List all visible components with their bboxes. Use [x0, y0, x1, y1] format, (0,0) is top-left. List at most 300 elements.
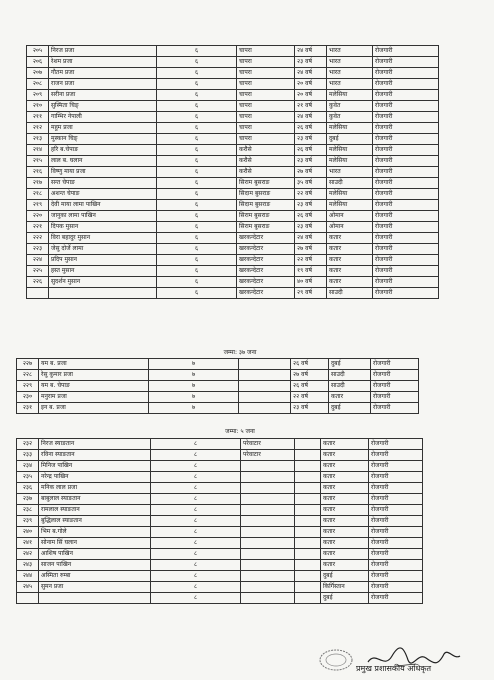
purpose-cell: रोजगारी [369, 527, 423, 538]
purpose-cell: रोजगारी [373, 211, 439, 222]
ward-cell: ६ [157, 178, 237, 189]
ward-cell: ८ [151, 505, 241, 516]
country-cell: कुवेत [327, 112, 373, 123]
country-cell: साउदी [327, 288, 373, 299]
name-cell: सन्त चेपाङ [49, 178, 157, 189]
place-cell: सिराम बुसराङ [237, 178, 295, 189]
country-cell: साउदी [329, 381, 371, 392]
country-cell: साउदी [329, 370, 371, 381]
serial-cell: २१० [27, 101, 49, 112]
serial-cell: २२५ [27, 266, 49, 277]
table-row [17, 571, 423, 582]
migration-table-ward-6 [26, 45, 439, 299]
country-cell: कुवेत [327, 101, 373, 112]
age-cell: २० वर्ष [295, 79, 327, 90]
purpose-cell: रोजगारी [373, 244, 439, 255]
ward-cell: ७ [149, 359, 239, 370]
place-cell [239, 381, 291, 392]
country-cell: कतार [327, 255, 373, 266]
age-cell [295, 516, 321, 527]
purpose-cell: रोजगारी [373, 156, 439, 167]
age-cell: २६ वर्ष [295, 211, 327, 222]
serial-cell [27, 288, 49, 299]
name-cell: अस्मिता रुम्बा [39, 571, 151, 582]
serial-cell: २२८ [17, 370, 39, 381]
country-cell: दुबई [329, 359, 371, 370]
ward-cell: ८ [151, 571, 241, 582]
name-cell: देवी माया लामा पाखिन [49, 200, 157, 211]
purpose-cell: रोजगारी [369, 472, 423, 483]
age-cell [295, 505, 321, 516]
serial-cell: २३२ [17, 439, 39, 450]
serial-cell: २२३ [27, 244, 49, 255]
ward-cell: ७ [149, 392, 239, 403]
table-row [17, 472, 423, 483]
place-cell: सिराम बुसराङ [237, 211, 295, 222]
purpose-cell: रोजगारी [369, 549, 423, 560]
subtotal-ward-6: जम्मा: ३७ जना [223, 349, 257, 356]
purpose-cell: रोजगारी [373, 46, 439, 57]
purpose-cell: रोजगारी [371, 392, 419, 403]
country-cell: दुबई [327, 134, 373, 145]
age-cell: १९ वर्ष [295, 266, 327, 277]
table-row [27, 167, 439, 178]
table-row [17, 516, 423, 527]
country-cell: कतार [321, 439, 369, 450]
age-cell: २२ वर्ष [291, 392, 329, 403]
purpose-cell: रोजगारी [369, 571, 423, 582]
office-stamp-icon [318, 648, 354, 672]
table-row [27, 277, 439, 288]
serial-cell: २१७ [27, 178, 49, 189]
country-cell: कतार [321, 516, 369, 527]
purpose-cell: रोजगारी [369, 494, 423, 505]
serial-cell: २३४ [17, 461, 39, 472]
table-row [27, 134, 439, 145]
name-cell: आशिष पाखिन [39, 549, 151, 560]
purpose-cell: रोजगारी [373, 101, 439, 112]
place-cell: सिदाम बुसराङ [237, 189, 295, 200]
purpose-cell: रोजगारी [369, 505, 423, 516]
signatory-designation: प्रमुख प्रशासकीय अधिकृत [356, 664, 432, 673]
country-cell: कतार [327, 277, 373, 288]
age-cell [295, 571, 321, 582]
name-cell: जेसु दोर्जे लामा [49, 244, 157, 255]
country-cell: कतार [327, 233, 373, 244]
name-cell: बुद्धिलाल स्याङतान [39, 516, 151, 527]
country-cell: किर्गिस्तान [321, 582, 369, 593]
place-cell [241, 593, 295, 604]
ward-cell: ६ [157, 167, 237, 178]
place-cell: चापरा [237, 79, 295, 90]
name-cell: अशन्त चेपाङ [49, 189, 157, 200]
age-cell: २३ वर्ष [295, 134, 327, 145]
table-row [27, 79, 439, 90]
purpose-cell: रोजगारी [373, 233, 439, 244]
purpose-cell: रोजगारी [373, 90, 439, 101]
table-row [27, 46, 439, 57]
serial-cell: २३६ [17, 483, 39, 494]
serial-cell: २३३ [17, 450, 39, 461]
purpose-cell: रोजगारी [373, 189, 439, 200]
ward-cell: ८ [151, 549, 241, 560]
name-cell: यम ब. प्रजा [39, 359, 149, 370]
place-cell [239, 403, 291, 414]
table-row [17, 450, 423, 461]
name-cell: सुमन प्रजा [39, 582, 151, 593]
name-cell: बाबुलाल स्याङतान [39, 494, 151, 505]
place-cell [241, 549, 295, 560]
serial-cell: २३१ [17, 403, 39, 414]
serial-cell: २२७ [17, 359, 39, 370]
purpose-cell: रोजगारी [373, 68, 439, 79]
name-cell [49, 288, 157, 299]
age-cell: २४ वर्ष [295, 112, 327, 123]
name-cell: रामलाल स्याङतान [39, 505, 151, 516]
serial-cell: २१३ [27, 134, 49, 145]
migration-table-ward-8 [16, 438, 423, 604]
serial-cell: २१४ [27, 145, 49, 156]
table-row [17, 538, 423, 549]
serial-cell: २१२ [27, 123, 49, 134]
country-cell: मलेसिया [327, 145, 373, 156]
serial-cell: २३० [17, 392, 39, 403]
place-cell [241, 505, 295, 516]
purpose-cell: रोजगारी [373, 288, 439, 299]
name-cell: विरा बहादुर मुसान [49, 233, 157, 244]
serial-cell: २०७ [27, 68, 49, 79]
serial-cell: २३५ [17, 472, 39, 483]
ward-cell: ६ [157, 112, 237, 123]
ward-cell: ६ [157, 255, 237, 266]
age-cell: २३ वर्ष [295, 57, 327, 68]
age-cell [295, 582, 321, 593]
table-row [17, 359, 419, 370]
ward-cell: ६ [157, 123, 237, 134]
serial-cell: २१८ [27, 189, 49, 200]
purpose-cell: रोजगारी [373, 112, 439, 123]
country-cell: दुबई [329, 403, 371, 414]
purpose-cell: रोजगारी [369, 439, 423, 450]
age-cell [295, 549, 321, 560]
ward-cell: ८ [151, 538, 241, 549]
place-cell [241, 560, 295, 571]
purpose-cell: रोजगारी [373, 266, 439, 277]
ward-cell: ७ [149, 381, 239, 392]
purpose-cell: रोजगारी [369, 582, 423, 593]
serial-cell: २४२ [17, 549, 39, 560]
purpose-cell: रोजगारी [373, 167, 439, 178]
place-cell: चापरा [237, 68, 295, 79]
country-cell: मलेसिया [327, 189, 373, 200]
country-cell: भारत [327, 167, 373, 178]
name-cell: निरज स्याङतान [39, 439, 151, 450]
age-cell [295, 538, 321, 549]
ward-cell: ६ [157, 200, 237, 211]
age-cell: ३५ वर्ष [295, 178, 327, 189]
age-cell: २६ वर्ष [295, 123, 327, 134]
country-cell: मलेसिया [327, 90, 373, 101]
country-cell: कतार [327, 266, 373, 277]
ward-cell: ६ [157, 156, 237, 167]
ward-cell: ६ [157, 211, 237, 222]
ward-cell: ६ [157, 244, 237, 255]
place-cell [241, 582, 295, 593]
country-cell: कतार [327, 244, 373, 255]
purpose-cell: रोजगारी [373, 222, 439, 233]
ward-cell: ८ [151, 439, 241, 450]
country-cell: कतार [321, 505, 369, 516]
table-row [27, 68, 439, 79]
purpose-cell: रोजगारी [369, 593, 423, 604]
place-cell: चापरा [237, 134, 295, 145]
age-cell [295, 593, 321, 604]
table-row [27, 156, 439, 167]
country-cell: कतार [321, 494, 369, 505]
migration-table-ward-7 [16, 358, 419, 414]
place-cell: चापरा [237, 101, 295, 112]
place-cell: परेवाटार [241, 450, 295, 461]
name-cell: सुदर्शन मुसान [49, 277, 157, 288]
place-cell [239, 392, 291, 403]
serial-cell: २३७ [17, 494, 39, 505]
ward-cell: ६ [157, 145, 237, 156]
serial-cell: २४४ [17, 571, 39, 582]
name-cell: रेसु कुमार प्रजा [39, 370, 149, 381]
age-cell [295, 472, 321, 483]
ward-cell: ८ [151, 483, 241, 494]
ward-cell: ८ [151, 472, 241, 483]
table-row [17, 527, 423, 538]
name-cell: इन ब. प्रजा [39, 403, 149, 414]
age-cell: २३ वर्ष [291, 403, 329, 414]
place-cell: सिदाम बुसराङ [237, 200, 295, 211]
age-cell: २३ वर्ष [295, 200, 327, 211]
name-cell: महुम प्रजा [49, 123, 157, 134]
ward-cell: ८ [151, 461, 241, 472]
serial-cell: २०९ [27, 90, 49, 101]
table-row [27, 266, 439, 277]
name-cell: मनुराम प्रजा [39, 392, 149, 403]
age-cell: २७ वर्ष [291, 370, 329, 381]
age-cell: २२ वर्ष [295, 255, 327, 266]
place-cell: करौसे [237, 156, 295, 167]
purpose-cell: रोजगारी [373, 123, 439, 134]
place-cell: चापरा [237, 46, 295, 57]
purpose-cell: रोजगारी [373, 178, 439, 189]
serial-cell: २२९ [17, 381, 39, 392]
age-cell [295, 494, 321, 505]
place-cell [241, 516, 295, 527]
ward-cell: ६ [157, 134, 237, 145]
name-cell: सुस्मिता चिङ् [49, 101, 157, 112]
ward-cell: ६ [157, 277, 237, 288]
ward-cell: ६ [157, 266, 237, 277]
age-cell [295, 483, 321, 494]
age-cell: २३ वर्ष [295, 222, 327, 233]
place-cell: चापरा [237, 57, 295, 68]
serial-cell: २३९ [17, 516, 39, 527]
purpose-cell: रोजगारी [373, 255, 439, 266]
name-cell: हस्त मुसान [49, 266, 157, 277]
serial-cell: २३८ [17, 505, 39, 516]
place-cell [239, 359, 291, 370]
ward-cell: ८ [151, 527, 241, 538]
name-cell: निरज प्रजा [49, 46, 157, 57]
table-row [27, 112, 439, 123]
table-row [27, 211, 439, 222]
age-cell: २० वर्ष [295, 90, 327, 101]
table-row [27, 145, 439, 156]
country-cell: कतार [321, 549, 369, 560]
place-cell: करौसे [237, 145, 295, 156]
name-cell: प्रदिप मुसान [49, 255, 157, 266]
age-cell: २९ वर्ष [295, 288, 327, 299]
place-cell [241, 527, 295, 538]
age-cell [295, 461, 321, 472]
table-row [27, 222, 439, 233]
age-cell: २४ वर्ष [295, 68, 327, 79]
country-cell: कतार [321, 560, 369, 571]
name-cell: नरेन्द्र पाखिन [39, 472, 151, 483]
table-row [17, 494, 423, 505]
purpose-cell: रोजगारी [371, 381, 419, 392]
name-cell: साजन पाखिन [39, 560, 151, 571]
country-cell: मलेसिया [327, 156, 373, 167]
ward-cell: ८ [151, 516, 241, 527]
serial-cell: २४५ [17, 582, 39, 593]
country-cell: कतार [321, 461, 369, 472]
serial-cell: २१९ [27, 200, 49, 211]
serial-cell: २४० [17, 527, 39, 538]
age-cell: २१ वर्ष [295, 101, 327, 112]
serial-cell: २०५ [27, 46, 49, 57]
table-row [17, 582, 423, 593]
serial-cell: २४३ [17, 560, 39, 571]
country-cell: भारत [327, 68, 373, 79]
place-cell: चापरा [237, 112, 295, 123]
ward-cell: ६ [157, 57, 237, 68]
place-cell [241, 571, 295, 582]
place-cell: सिराम बुसराङ [237, 222, 295, 233]
serial-cell [17, 593, 39, 604]
name-cell: मुस्कान चिङ् [49, 134, 157, 145]
country-cell: ओमान [327, 222, 373, 233]
serial-cell: २०८ [27, 79, 49, 90]
purpose-cell: रोजगारी [369, 450, 423, 461]
country-cell: कतार [321, 450, 369, 461]
place-cell [241, 494, 295, 505]
name-cell [39, 593, 151, 604]
purpose-cell: रोजगारी [373, 79, 439, 90]
country-cell: मलेसिया [327, 123, 373, 134]
place-cell [239, 370, 291, 381]
ward-cell: ६ [157, 233, 237, 244]
table-row [17, 439, 423, 450]
name-cell: मनिक लाल प्रजा [39, 483, 151, 494]
age-cell: २६ वर्ष [291, 381, 329, 392]
purpose-cell: रोजगारी [373, 200, 439, 211]
country-cell: कतार [321, 483, 369, 494]
place-cell [241, 483, 295, 494]
purpose-cell: रोजगारी [369, 560, 423, 571]
table-row [17, 549, 423, 560]
age-cell: ४० वर्ष [295, 277, 327, 288]
table-row [27, 288, 439, 299]
country-cell: ओमान [327, 211, 373, 222]
table-row [27, 255, 439, 266]
age-cell [295, 527, 321, 538]
place-cell: खरकन्देटार [237, 277, 295, 288]
purpose-cell: रोजगारी [369, 461, 423, 472]
age-cell [295, 439, 321, 450]
country-cell: भारत [327, 46, 373, 57]
table-row [17, 381, 419, 392]
country-cell: भारत [327, 57, 373, 68]
age-cell: २४ वर्ष [295, 233, 327, 244]
name-cell: राजन प्रजा [49, 79, 157, 90]
age-cell: २६ वर्ष [291, 359, 329, 370]
place-cell: करौसे [237, 167, 295, 178]
place-cell: चापरा [237, 90, 295, 101]
place-cell [241, 472, 295, 483]
ward-cell: ८ [151, 560, 241, 571]
table-row [17, 483, 423, 494]
table-row [17, 403, 419, 414]
purpose-cell: रोजगारी [371, 370, 419, 381]
purpose-cell: रोजगारी [373, 145, 439, 156]
name-cell: जानुका लामा पाखिन [49, 211, 157, 222]
name-cell: लाल ब. घलान [49, 156, 157, 167]
country-cell: कतार [321, 527, 369, 538]
purpose-cell: रोजगारी [373, 57, 439, 68]
ward-cell: ८ [151, 593, 241, 604]
purpose-cell: रोजगारी [369, 483, 423, 494]
name-cell: यम ब. चेपाङ [39, 381, 149, 392]
place-cell: चापरा [237, 123, 295, 134]
ward-cell: ६ [157, 79, 237, 90]
ward-cell: ६ [157, 90, 237, 101]
serial-cell: २१५ [27, 156, 49, 167]
serial-cell: २०६ [27, 57, 49, 68]
table-row [27, 90, 439, 101]
table-row [27, 189, 439, 200]
ward-cell: ८ [151, 582, 241, 593]
ward-cell: ६ [157, 288, 237, 299]
name-cell: हरि ब.चेपाङ [49, 145, 157, 156]
country-cell: भारत [327, 79, 373, 90]
country-cell: मलेसिया [327, 200, 373, 211]
serial-cell: २११ [27, 112, 49, 123]
table-row [17, 593, 423, 604]
age-cell: २७ वर्ष [295, 167, 327, 178]
name-cell: मिनिज पाखिन [39, 461, 151, 472]
ward-cell: ६ [157, 68, 237, 79]
serial-cell: २२१ [27, 222, 49, 233]
age-cell: २६ वर्ष [295, 145, 327, 156]
name-cell: गौतम प्रजा [49, 68, 157, 79]
ward-cell: ६ [157, 222, 237, 233]
serial-cell: २२४ [27, 255, 49, 266]
name-cell: विष्णु माया प्रजा [49, 167, 157, 178]
purpose-cell: रोजगारी [369, 516, 423, 527]
age-cell: २२ वर्ष [295, 189, 327, 200]
purpose-cell: रोजगारी [369, 538, 423, 549]
name-cell: गाम्भिर नेपाली [49, 112, 157, 123]
place-cell: खरकन्देटार [237, 266, 295, 277]
country-cell: कतार [321, 472, 369, 483]
name-cell: रेशम प्रजा [49, 57, 157, 68]
